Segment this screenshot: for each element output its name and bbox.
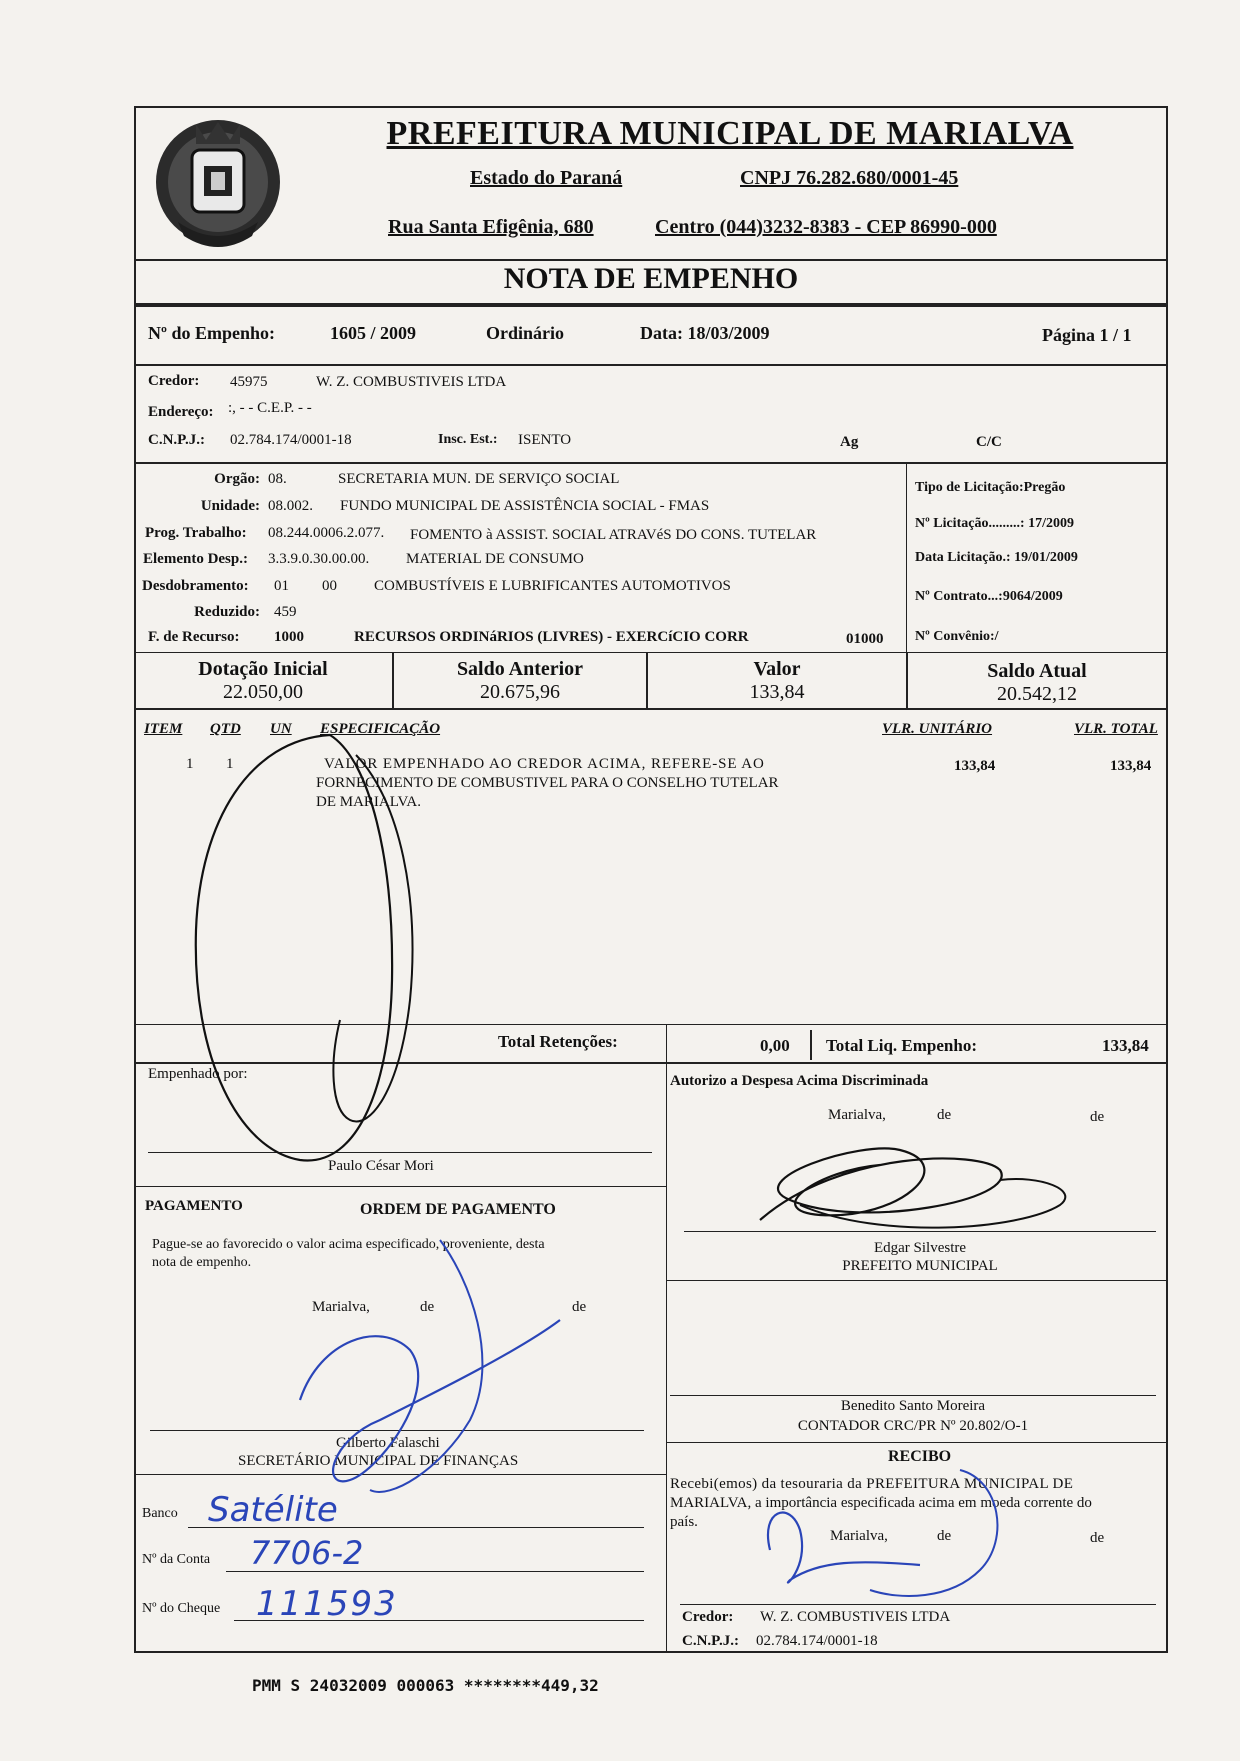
page-number: Página 1 / 1 — [1042, 325, 1132, 345]
recibo-title: RECIBO — [888, 1448, 952, 1465]
saldo-value: 20.675,96 — [480, 681, 560, 703]
saldo-label: Valor — [753, 658, 801, 680]
prog-name: FOMENTO à ASSIST. SOCIAL ATRAVéS DO CONS. TUTELAR — [410, 527, 817, 543]
empenho-tipo: Ordinário — [486, 323, 565, 343]
desd-code2: 00 — [322, 578, 337, 594]
pagamento-de2: de — [572, 1299, 587, 1315]
col-item: ITEM — [144, 721, 183, 737]
credor-code: 45975 — [230, 374, 268, 390]
saldo-anterior — [394, 658, 646, 704]
header-cnpj: CNPJ 76.282.680/0001-45 — [740, 167, 959, 189]
signature-line — [148, 1152, 652, 1153]
divider — [134, 259, 1168, 261]
banco-label: Banco — [142, 1506, 178, 1521]
recibo-text-line2: MARIALVA, a importância especificada acima em moeda corrente do — [670, 1495, 1092, 1511]
col-qtd: QTD — [210, 721, 241, 737]
empenho-number: 1605 / 2009 — [330, 323, 417, 343]
divider — [666, 1062, 667, 1652]
signature-line — [670, 1395, 1156, 1396]
col-especificacao: ESPECIFICAÇÃO — [320, 721, 441, 737]
saldo-dotacao-inicial — [134, 658, 392, 704]
col-vlr-unitario: VLR. UNITÁRIO — [882, 721, 993, 737]
orgao-name: SECRETARIA MUN. DE SERVIÇO SOCIAL — [338, 471, 620, 487]
cheque-value: 111593 — [256, 1584, 398, 1624]
pagamento-text-line2: nota de empenho. — [152, 1255, 252, 1270]
orgao-label: Orgão: — [214, 471, 260, 487]
unidade-label: Unidade: — [200, 498, 260, 514]
saldo-value: 22.050,00 — [223, 681, 303, 703]
saldo-value: 20.542,12 — [997, 683, 1077, 705]
licitacao-tipo: Tipo de Licitação:Pregão — [915, 480, 1066, 495]
divider — [134, 462, 1168, 464]
signature-line — [680, 1604, 1156, 1605]
fonte-name: RECURSOS ORDINáRIOS (LIVRES) - EXERCíCIO CORR — [354, 629, 749, 645]
unidade-name: FUNDO MUNICIPAL DE ASSISTÊNCIA SOCIAL - FMAS — [340, 498, 710, 514]
fonte-label: F. de Recurso: — [148, 629, 240, 645]
cheque-label: Nº do Cheque — [142, 1601, 221, 1616]
doc-title: NOTA DE EMPENHO — [503, 262, 799, 295]
insc-label: Insc. Est.: — [438, 432, 498, 447]
endereco-value: :, - - C.E.P. - - — [228, 400, 312, 416]
reduzido-label: Reduzido: — [194, 604, 260, 620]
item-vlr-unitario: 133,84 — [954, 758, 996, 774]
secretario-name: Gilberto Falaschi — [336, 1435, 440, 1451]
ag-label: Ag — [840, 434, 859, 450]
divider — [666, 1280, 1168, 1281]
header-contact: Centro (044)3232-8383 - CEP 86990-000 — [655, 216, 997, 238]
contador-name: Benedito Santo Moreira — [840, 1398, 986, 1414]
saldo-value: 133,84 — [749, 681, 805, 703]
prog-code: 08.244.0006.2.077. — [268, 525, 385, 541]
divider — [134, 708, 1168, 710]
header-address: Rua Santa Efigênia, 680 — [388, 216, 594, 238]
pagamento-place: Marialva, — [312, 1299, 370, 1315]
saldo-valor — [648, 658, 906, 704]
total-liquido-value: 133,84 — [1102, 1036, 1149, 1055]
recibo-text-line3: país. — [670, 1514, 698, 1530]
banco-value: Satélite — [208, 1490, 338, 1530]
total-liquido-label: Total Liq. Empenho: — [826, 1036, 977, 1055]
divider — [134, 1062, 1168, 1064]
cnpj-value: 02.784.174/0001-18 — [230, 432, 352, 448]
prefeito-name: Edgar Silvestre — [873, 1240, 967, 1256]
item-desc-line2: FORNECIMENTO DE COMBUSTIVEL PARA O CONSELHO TUTELAR — [316, 775, 779, 791]
header-state: Estado do Paraná — [470, 167, 623, 189]
fonte-code: 1000 — [274, 629, 304, 645]
elem-label: Elemento Desp.: — [143, 551, 248, 567]
municipal-seal — [148, 110, 288, 258]
licitacao-convenio: Nº Convênio:/ — [915, 629, 999, 644]
col-un: UN — [270, 721, 292, 737]
pagamento-de1: de — [420, 1299, 435, 1315]
prefeito-role: PREFEITO MUNICIPAL — [842, 1258, 998, 1274]
divider — [134, 652, 1168, 653]
recibo-cnpj-value: 02.784.174/0001-18 — [756, 1633, 878, 1649]
desd-label: Desdobramento: — [142, 578, 249, 594]
payment-stamp: PMM S 24032009 000063 ********449,32 — [252, 1676, 599, 1695]
seal-icon — [148, 110, 288, 258]
recibo-text-line1: Recebi(emos) da tesouraria da PREFEITURA MUNICIPAL DE — [670, 1476, 1074, 1492]
desd-code1: 01 — [274, 578, 289, 594]
endereco-label: Endereço: — [148, 404, 214, 420]
recibo-de2: de — [1090, 1530, 1105, 1546]
autorizo-place: Marialva, — [828, 1107, 886, 1123]
recibo-place: Marialva, — [830, 1528, 888, 1544]
credor-label: Credor: — [148, 373, 200, 389]
divider — [134, 1024, 1168, 1025]
contador-role: CONTADOR CRC/PR Nº 20.802/O-1 — [797, 1418, 1029, 1434]
orgao-code: 08. — [268, 471, 287, 487]
credor-name: W. Z. COMBUSTIVEIS LTDA — [316, 374, 507, 390]
divider — [810, 1030, 812, 1060]
total-retencoes-value: 0,00 — [760, 1036, 790, 1055]
unidade-code: 08.002. — [268, 498, 313, 514]
insc-value: ISENTO — [518, 432, 572, 448]
signature-line — [684, 1231, 1156, 1232]
divider — [666, 1024, 667, 1064]
empenho-number-label: Nº do Empenho: — [148, 323, 275, 343]
autorizo-de1: de — [937, 1107, 952, 1123]
item-desc-line1: VALOR EMPENHADO AO CREDOR ACIMA, REFERE-SE AO — [324, 756, 765, 772]
fonte-num: 01000 — [846, 631, 884, 647]
recibo-cnpj-label: C.N.P.J.: — [682, 1633, 739, 1649]
empenhado-name: Paulo César Mori — [328, 1158, 434, 1174]
licitacao-data: Data Licitação.: 19/01/2009 — [915, 550, 1078, 565]
divider — [134, 1474, 666, 1475]
divider — [666, 1442, 1168, 1443]
desd-name: COMBUSTÍVEIS E LUBRIFICANTES AUTOMOTIVOS — [374, 578, 731, 594]
saldo-atual — [908, 660, 1166, 706]
conta-value: 7706-2 — [250, 1534, 364, 1572]
col-vlr-total: VLR. TOTAL — [1074, 721, 1158, 737]
reduzido-value: 459 — [274, 604, 297, 620]
empenhado-label: Empenhado por: — [148, 1066, 248, 1082]
item-number: 1 — [186, 756, 194, 772]
divider — [906, 462, 907, 652]
cc-label: C/C — [976, 434, 1002, 450]
cnpj-label: C.N.P.J.: — [148, 432, 205, 448]
table-row — [134, 752, 1168, 812]
recibo-credor-value: W. Z. COMBUSTIVEIS LTDA — [760, 1609, 951, 1625]
saldo-label: Dotação Inicial — [198, 658, 328, 680]
autorizo-label: Autorizo a Despesa Acima Discriminada — [670, 1073, 929, 1089]
conta-label: Nº da Conta — [142, 1552, 211, 1567]
header-title: PREFEITURA MUNICIPAL DE MARIALVA — [386, 115, 1074, 152]
recibo-de1: de — [937, 1528, 952, 1544]
signature-line — [150, 1430, 644, 1431]
pagamento-text-line1: Pague-se ao favorecido o valor acima especificado, proveniente, desta — [152, 1237, 545, 1252]
empenho-data: Data: 18/03/2009 — [640, 323, 770, 343]
recibo-credor-label: Credor: — [682, 1609, 734, 1625]
divider — [134, 364, 1168, 366]
item-qtd: 1 — [226, 756, 234, 772]
elem-code: 3.3.9.0.30.00.00. — [268, 551, 370, 567]
item-vlr-total: 133,84 — [1110, 758, 1152, 774]
licitacao-numero: Nº Licitação.........: 17/2009 — [915, 516, 1074, 531]
ordem-pagamento-label: ORDEM DE PAGAMENTO — [360, 1201, 556, 1218]
divider — [134, 303, 1168, 307]
saldo-label: Saldo Atual — [987, 660, 1087, 682]
pagamento-label: PAGAMENTO — [145, 1198, 243, 1214]
item-desc-line3: DE MARIALVA. — [316, 794, 422, 810]
saldo-label: Saldo Anterior — [456, 658, 584, 680]
licitacao-contrato: Nº Contrato...:9064/2009 — [915, 589, 1063, 604]
elem-name: MATERIAL DE CONSUMO — [406, 551, 584, 567]
total-retencoes-label: Total Retenções: — [498, 1032, 618, 1051]
autorizo-de2: de — [1090, 1109, 1105, 1125]
prog-label: Prog. Trabalho: — [145, 525, 247, 541]
secretario-role: SECRETÁRIO MUNICIPAL DE FINANÇAS — [238, 1453, 519, 1469]
divider — [134, 1186, 666, 1187]
